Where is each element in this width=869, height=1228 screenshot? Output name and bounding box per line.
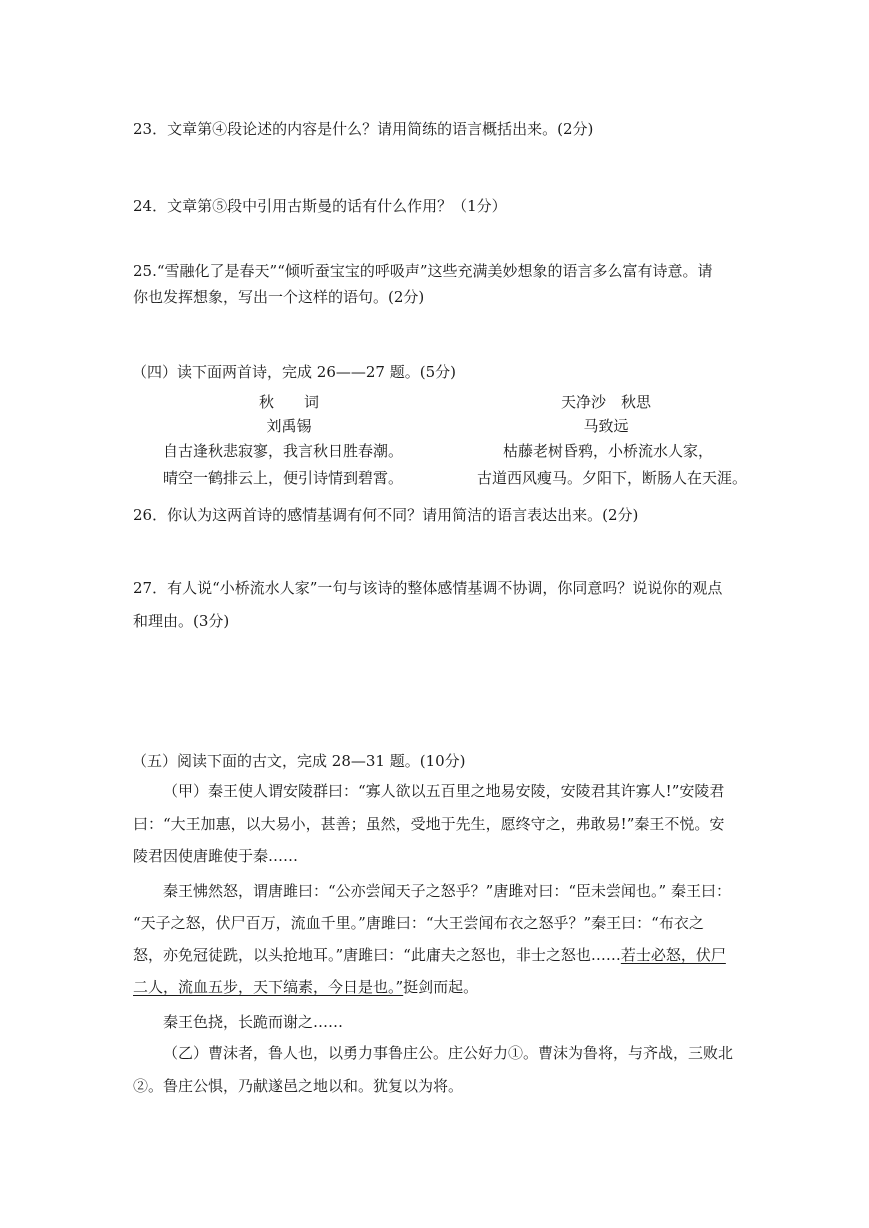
poem-1-author: 刘禹锡: [266, 417, 312, 435]
passage-jia-p2-line-3: [133, 945, 726, 965]
passage-jia-p1-line-3: 陵君因使唐雎使于秦……: [133, 847, 299, 865]
section-5-heading: （五）阅读下面的古文，完成 28—31 题。(10分): [132, 752, 466, 770]
underlined-sentence-part-1: 若士必怒，伏尸: [620, 946, 726, 964]
question-27-line-2: 和理由。(3分): [133, 612, 230, 630]
question-27-line-1: 27．有人说“小桥流水人家”一句与该诗的整体感情基调不协调，你同意吗？说说你的观点: [133, 579, 723, 597]
poem-2-title: 天净沙 秋思: [560, 393, 652, 411]
poem-2-line-2: 古道西风瘦马。夕阳下，断肠人在天涯。: [477, 469, 748, 487]
poem-1-line-1: 自古逢秋悲寂寥，我言秋日胜春潮。: [163, 442, 404, 460]
passage-yi-line-1: （乙）曹沫者，鲁人也，以勇力事鲁庄公。庄公好力①。曹沫为鲁将，与齐战，三败北: [163, 1044, 734, 1062]
poem-2-line-1: 枯藤老树昏鸦，小桥流水人家，: [503, 442, 714, 460]
passage-jia-p1-line-2: 曰：“大王加惠，以大易小，甚善；虽然，受地于先生，愿终守之，弗敢易!”秦王不悦。安: [133, 815, 725, 833]
passage-yi-line-2: ②。鲁庄公惧，乃献遂邑之地以和。犹复以为将。: [133, 1077, 464, 1095]
poem-2-author: 马致远: [583, 417, 629, 435]
question-25-line-1: 25.“雪融化了是春天”“倾听蚕宝宝的呼吸声”这些充满美妙想象的语言多么富有诗意。请: [133, 262, 713, 280]
passage-jia-p1-line-1: （甲）秦王使人谓安陵群曰：“寡人欲以五百里之地易安陵，安陵君其许寡人!”安陵君: [163, 782, 725, 800]
passage-jia-p3: 秦王色挠，长跪而谢之……: [163, 1013, 344, 1031]
passage-jia-p2-line-2: “天子之怒，伏尸百万，流血千里。”唐雎曰：“大王尝闻布衣之怒乎？”秦王曰：“布衣之: [133, 914, 704, 932]
passage-jia-p2-line-4: [133, 977, 478, 997]
underlined-sentence-part-2: 二人，流血五步，天下缟素，今日是也。”: [133, 978, 404, 996]
question-25-line-2: 你也发挥想象，写出一个这样的语句。(2分): [133, 288, 425, 306]
poem-1-title: 秋 词: [258, 393, 320, 411]
question-24: 24．文章第⑤段中引用古斯曼的话有什么作用？（1分）: [133, 197, 507, 215]
passage-jia-p2-line-3-text: 怒，亦免冠徒跣，以头抢地耳。”唐雎曰：“此庸夫之怒也，非士之怒也……: [133, 946, 621, 964]
poem-1-line-2: 晴空一鹤排云上，便引诗情到碧霄。: [163, 469, 404, 487]
passage-jia-p2-line-1: 秦王怫然怒，谓唐雎曰：“公亦尝闻天子之怒乎？”唐雎对曰：“臣未尝闻也。” 秦王曰：: [163, 882, 731, 900]
question-23: 23．文章第④段论述的内容是什么？请用简练的语言概括出来。(2分): [133, 120, 594, 138]
section-4-heading: （四）读下面两首诗，完成 26——27 题。(5分): [132, 363, 456, 381]
passage-jia-p2-line-4-text: 挺剑而起。: [403, 978, 479, 996]
question-26: 26．你认为这两首诗的感情基调有何不同？请用简洁的语言表达出来。(2分): [133, 506, 639, 524]
